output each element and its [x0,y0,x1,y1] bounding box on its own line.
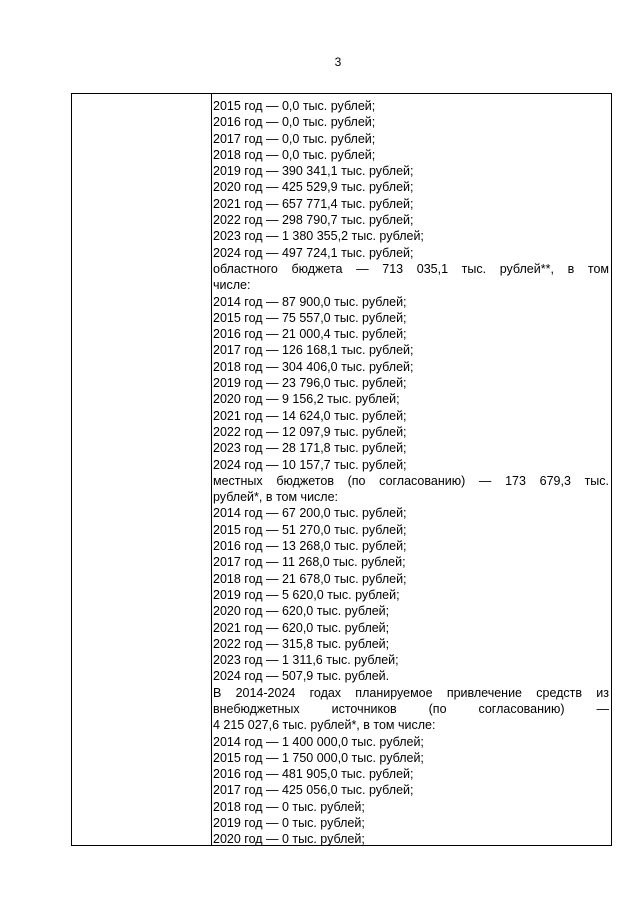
extrabudget-funding-years [213,734,609,848]
year-amount-line: 2016 год — 481 905,0 тыс. рублей; [213,767,414,782]
local-funding-years [213,505,609,684]
local-budget-heading: местных бюджетов (по согласованию) — 173 679,3 тыс. [213,473,609,488]
year-amount-line: 2019 год — 390 341,1 тыс. рублей; [213,164,414,179]
year-amount-line: 2015 год — 51 270,0 тыс. рублей; [213,522,407,537]
year-amount-line: 2018 год — 21 678,0 тыс. рублей; [213,571,407,586]
year-amount-line: 2021 год — 657 771,4 тыс. рублей; [213,196,414,211]
regional-funding-years [213,294,609,473]
year-amount-line: 2015 год — 0,0 тыс. рублей; [213,99,376,113]
year-amount-line: 2022 год — 12 097,9 тыс. рублей; [213,424,407,439]
year-amount-line: 2017 год — 425 056,0 тыс. рублей; [213,783,414,798]
year-amount-line: 2016 год — 21 000,4 тыс. рублей; [213,327,407,342]
page-number: 3 [334,55,342,69]
year-amount-line: 2023 год — 1 380 355,2 тыс. рублей; [213,229,424,244]
year-amount-line: 2017 год — 0,0 тыс. рублей; [213,131,376,146]
year-amount-line: 2021 год — 14 624,0 тыс. рублей; [213,408,407,423]
year-amount-line: 2015 год — 75 557,0 тыс. рублей; [213,310,407,325]
regional-budget-heading: областного бюджета — 713 035,1 тыс. рублей**, в том [213,261,609,276]
extrabudget-heading-line3: 4 215 027,6 тыс. рублей*, в том числе: [213,718,436,733]
year-amount-line: 2016 год — 0,0 тыс. рублей; [213,115,376,130]
year-amount-line: 2024 год — 507,9 тыс. рублей. [213,669,390,684]
year-amount-line: 2019 год — 5 620,0 тыс. рублей; [213,587,400,602]
year-amount-line: 2016 год — 13 268,0 тыс. рублей; [213,539,407,554]
year-amount-line: 2014 год — 87 900,0 тыс. рублей; [213,294,407,309]
year-amount-line: 2023 год — 1 311,6 тыс. рублей; [213,653,399,668]
year-amount-line: 2018 год — 0,0 тыс. рублей; [213,147,376,162]
year-amount-line: 2017 год — 126 168,1 тыс. рублей; [213,343,414,358]
year-amount-line: 2022 год — 315,8 тыс. рублей; [213,636,390,651]
year-amount-line: 2020 год — 425 529,9 тыс. рублей; [213,180,414,195]
year-amount-line: 2019 год — 0 тыс. рублей; [213,816,365,831]
table-left-cell [72,94,212,845]
year-amount-line: 2024 год — 10 157,7 тыс. рублей; [213,457,407,472]
table-right-cell [213,98,609,848]
year-amount-line: 2020 год — 0 тыс. рублей; [213,832,365,847]
funding-table [71,93,612,846]
year-amount-line: 2023 год — 28 171,8 тыс. рублей; [213,441,407,456]
regional-budget-heading-cont: числе: [213,278,251,293]
year-amount-line: 2014 год — 67 200,0 тыс. рублей; [213,506,407,521]
year-amount-line: 2022 год — 298 790,7 тыс. рублей; [213,213,414,228]
year-amount-line: 2014 год — 1 400 000,0 тыс. рублей; [213,734,424,749]
year-amount-line: 2020 год — 620,0 тыс. рублей; [213,604,390,619]
year-amount-line: 2015 год — 1 750 000,0 тыс. рублей; [213,750,424,765]
year-amount-line: 2018 год — 304 406,0 тыс. рублей; [213,359,414,374]
local-budget-heading-cont: рублей*, в том числе: [213,490,339,505]
extrabudget-heading-line2: внебюджетных источников (по согласованию) — [213,701,609,716]
year-amount-line: 2024 год — 497 724,1 тыс. рублей; [213,245,414,260]
year-amount-line: 2019 год — 23 796,0 тыс. рублей; [213,376,407,391]
year-amount-line: 2020 год — 9 156,2 тыс. рублей; [213,392,400,407]
year-amount-line: 2017 год — 11 268,0 тыс. рублей; [213,555,406,570]
year-amount-line: 2021 год — 620,0 тыс. рублей; [213,620,390,635]
federal-funding-years [213,98,609,261]
extrabudget-heading: В 2014-2024 годах планируемое привлечение средств из [213,685,609,700]
year-amount-line: 2018 год — 0 тыс. рублей; [213,799,365,814]
